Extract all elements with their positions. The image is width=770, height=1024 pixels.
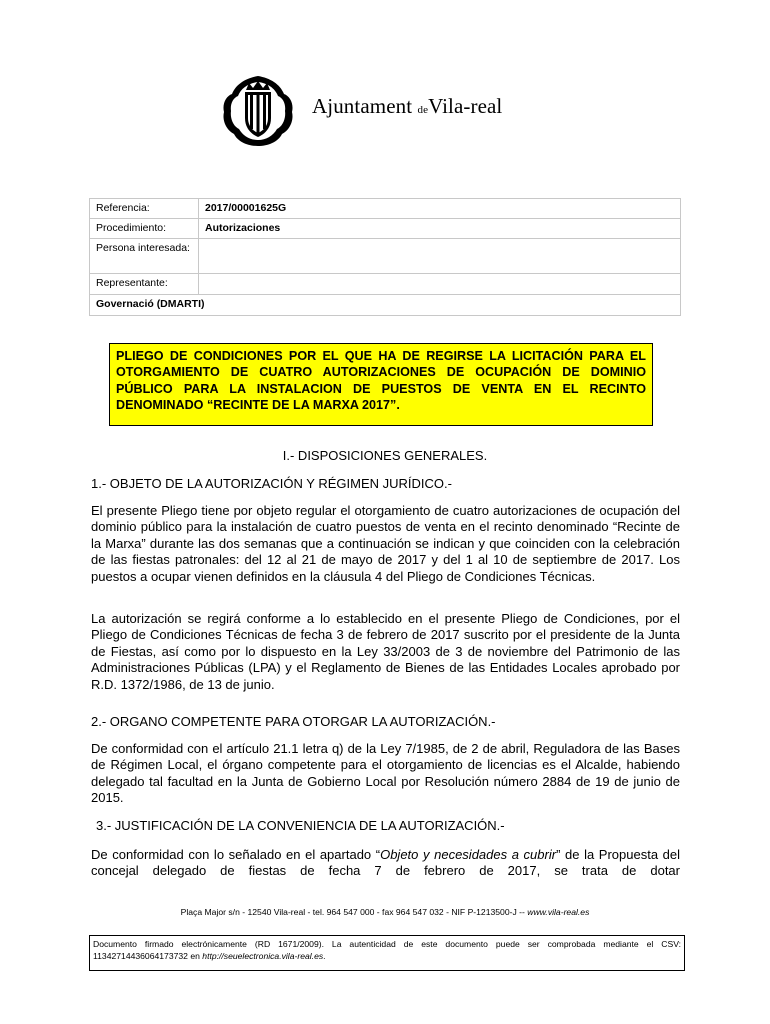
section-3-paragraph-1 (91, 847, 680, 880)
table-row (90, 295, 681, 316)
procedimiento-label: Procedimiento: (90, 219, 199, 239)
section-2-heading: 2.- ORGANO COMPETENTE PARA OTORGAR LA AUTORIZACIÓN.- (91, 714, 496, 729)
section-1-paragraph-1: El presente Pliego tiene por objeto regular el otorgamiento de cuatro autorizaciones de ocupación del dominio público para la instalación de cuatro puestos de venta en el recinto denominado “Recinte de la Marxa” durante las dos semanas que a continuación se indican y que coinciden con la celebración de las fiestas patronales: del 12 al 21 de mayo de 2017 y del 1 al 10 de septiembre de 2017. Los puestos a ocupar vienen definidos en la cláusula 4 del Pliego de Condiciones Técnicas. (91, 503, 680, 584)
s3-text-a: De conformidad con lo señalado en el apartado “ (91, 847, 381, 862)
s3-text-italic: Objeto y necesidades a cubrir (380, 847, 557, 862)
department-cell: Governació (DMARTI) (90, 295, 681, 316)
org-name-main: Ajuntament (312, 94, 413, 118)
representante-value (199, 274, 681, 295)
section-1-paragraph-2: La autorización se regirá conforme a lo establecido en el presente Pliego de Condiciones, por el Pliego de Condiciones Técnicas de fecha 3 de febrero de 2017 suscrito por el presidente de la Junta de Fiestas, así como por lo dispuesto en la Ley 33/2003 de 3 de noviembre del Patrimonio de las Administraciones Públicas (LPA) y el Reglamento de Bienes de las Entidades Locales aprobado por R.D. 1372/1986, de 13 de junio. (91, 611, 680, 692)
table-row (90, 199, 681, 219)
table-row (90, 274, 681, 295)
reference-table (89, 198, 681, 316)
coat-of-arms-icon (218, 74, 298, 148)
persona-label: Persona interesada: (90, 239, 199, 274)
persona-value (199, 239, 681, 274)
sign-text: Documento firmado electrónicamente (RD 1671/2009). La autenticidad de este documento puede ser comprobada mediante el CSV: 11342714436064173732 en (93, 939, 681, 961)
section-2-paragraph-1: De conformidad con el artículo 21.1 letra q) de la Ley 7/1985, de 2 de abril, Reguladora de las Bases de Régimen Local, el órgano competente para el otorgamiento de licencias es el Alcalde, habiendo delegado tal facultad en la Junta de Gobierno Local por Resolución número 2884 de 19 de junio de 2015. (91, 741, 680, 806)
general-dispositions-heading: I.- DISPOSICIONES GENERALES. (282, 448, 488, 463)
footer-address (0, 907, 770, 917)
sign-url-link[interactable]: http://seuelectronica.vila-real.es (202, 951, 324, 961)
table-row (90, 219, 681, 239)
s3-text-b: ” de la Propuesta del concejal delegado de fiestas de fecha 7 de febrero de 2017, se trata de dotar (91, 847, 681, 879)
section-3-heading: 3.- JUSTIFICACIÓN DE LA CONVENIENCIA DE LA AUTORIZACIÓN.- (96, 818, 505, 833)
org-name-place: Vila-real (428, 94, 503, 118)
referencia-label: Referencia: (90, 199, 199, 219)
procedimiento-value: Autorizaciones (199, 219, 681, 239)
document-title: PLIEGO DE CONDICIONES POR EL QUE HA DE REGIRSE LA LICITACIÓN PARA EL OTORGAMIENTO DE CUATRO AUTORIZACIONES DE OCUPACIÓN DE DOMINIO PÚBLICO PARA LA INSTALACION DE PUESTOS DE VENTA EN EL RECINTO DENOMINADO “RECINTE DE LA MARXA 2017”. (109, 343, 653, 426)
footer-website-link[interactable]: www.vila-real.es (527, 907, 590, 917)
footer-address-text: Plaça Major s/n - 12540 Vila-real - tel. 964 547 000 - fax 964 547 032 - NIF P-1213500-J -- (180, 907, 525, 917)
electronic-signature-box (89, 935, 685, 971)
org-name-small: de (417, 104, 429, 116)
section-1-heading: 1.- OBJETO DE LA AUTORIZACIÓN Y RÉGIMEN JURÍDICO.- (91, 476, 452, 491)
referencia-value: 2017/00001625G (199, 199, 681, 219)
sign-end: . (323, 951, 326, 961)
table-row (90, 239, 681, 274)
representante-label: Representante: (90, 274, 199, 295)
organization-name (312, 94, 502, 119)
